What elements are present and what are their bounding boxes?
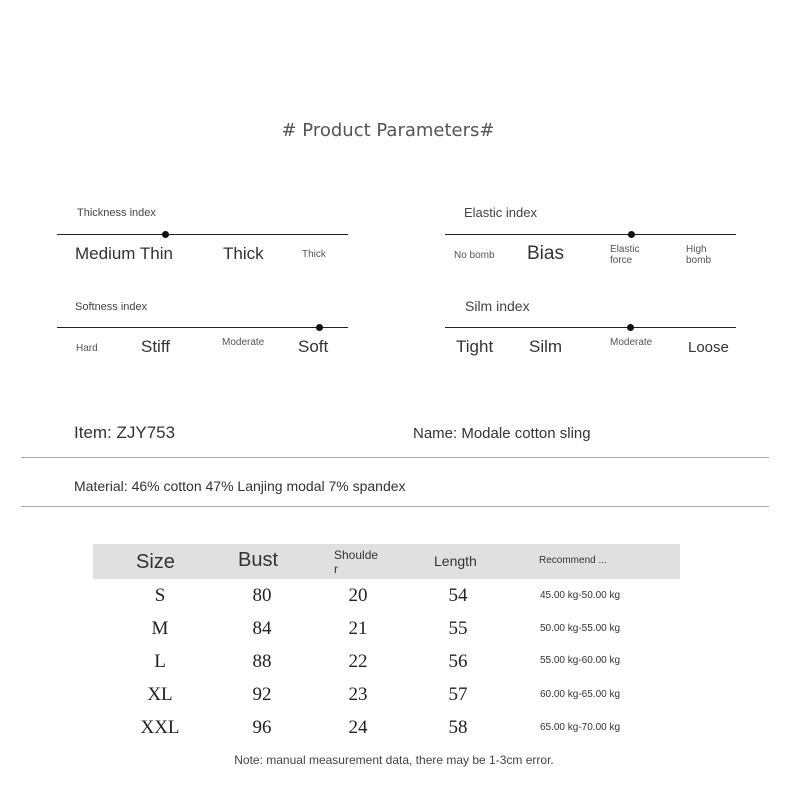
header-recommend: Recommend ... [539, 555, 607, 566]
cell-shoulder: 23 [348, 684, 368, 705]
product-name: Name: Modale cotton sling [413, 425, 591, 442]
thickness-scale-line [57, 234, 348, 235]
cell-bust: 88 [252, 651, 272, 672]
cell-length: 55 [448, 618, 468, 639]
header-length: Length [434, 553, 477, 569]
elastic-selected-dot [628, 231, 635, 238]
cell-bust: 84 [252, 618, 272, 639]
cell-bust: 92 [252, 684, 272, 705]
silm-option-moderate: Moderate [610, 337, 653, 348]
softness-scale-line [57, 327, 348, 328]
header-size: Size [136, 551, 175, 573]
softness-option-hard: Hard [76, 343, 98, 354]
cell-recommend: 55.00 kg-60.00 kg [539, 655, 621, 666]
divider-top [21, 457, 769, 458]
silm-selected-dot [627, 324, 634, 331]
cell-length: 54 [448, 585, 468, 606]
silm-index-label: Silm index [465, 298, 530, 314]
cell-length: 57 [448, 684, 468, 705]
thickness-index-label: Thickness index [77, 207, 156, 219]
material-info: Material: 46% cotton 47% Lanjing modal 7% spandex [74, 478, 406, 494]
cell-size: S [154, 585, 166, 606]
item-code: Item: ZJY753 [74, 423, 176, 442]
cell-size: XXL [140, 717, 180, 738]
cell-recommend: 65.00 kg-70.00 kg [539, 722, 621, 733]
elastic-option-elastic-force: Elastic force [610, 244, 640, 266]
cell-recommend: 60.00 kg-65.00 kg [539, 689, 621, 700]
header-shoulder: Shoulder [334, 548, 379, 576]
size-table-header [93, 544, 680, 579]
divider-bottom [21, 506, 769, 507]
thickness-selected-dot [162, 231, 169, 238]
cell-size: L [154, 651, 166, 672]
softness-option-stiff: Stiff [141, 337, 170, 356]
elastic-index-label: Elastic index [464, 205, 537, 220]
cell-recommend: 45.00 kg-50.00 kg [539, 590, 621, 601]
header-bust: Bust [238, 549, 279, 571]
cell-recommend: 50.00 kg-55.00 kg [539, 623, 621, 634]
cell-bust: 80 [252, 585, 272, 606]
silm-option-tight: Tight [456, 337, 494, 356]
measurement-note: Note: manual measurement data, there may be 1-3cm error. [234, 753, 554, 767]
cell-size: XL [147, 684, 173, 705]
thickness-option-thick-small: Thick [302, 249, 326, 260]
softness-index-label: Softness index [75, 301, 148, 313]
elastic-option-high-bomb: High bomb [686, 244, 712, 266]
cell-shoulder: 24 [348, 717, 368, 738]
cell-shoulder: 22 [348, 651, 368, 672]
softness-selected-dot [316, 324, 323, 331]
silm-option-loose: Loose [688, 339, 729, 356]
thickness-option-medium-thin: Medium Thin [75, 244, 173, 263]
cell-shoulder: 21 [348, 618, 368, 639]
softness-option-moderate: Moderate [222, 337, 265, 348]
cell-size: M [151, 618, 169, 639]
cell-bust: 96 [252, 717, 272, 738]
silm-scale-line [445, 327, 736, 328]
thickness-option-thick: Thick [223, 244, 264, 263]
cell-shoulder: 20 [348, 585, 368, 606]
page-title: # Product Parameters# [281, 120, 495, 141]
softness-option-soft: Soft [298, 337, 329, 356]
elastic-option-bias: Bias [527, 243, 564, 264]
cell-length: 56 [448, 651, 468, 672]
cell-length: 58 [448, 717, 468, 738]
elastic-option-no-bomb: No bomb [454, 250, 495, 261]
silm-option-silm: Silm [529, 337, 563, 356]
elastic-scale-line [445, 234, 736, 235]
